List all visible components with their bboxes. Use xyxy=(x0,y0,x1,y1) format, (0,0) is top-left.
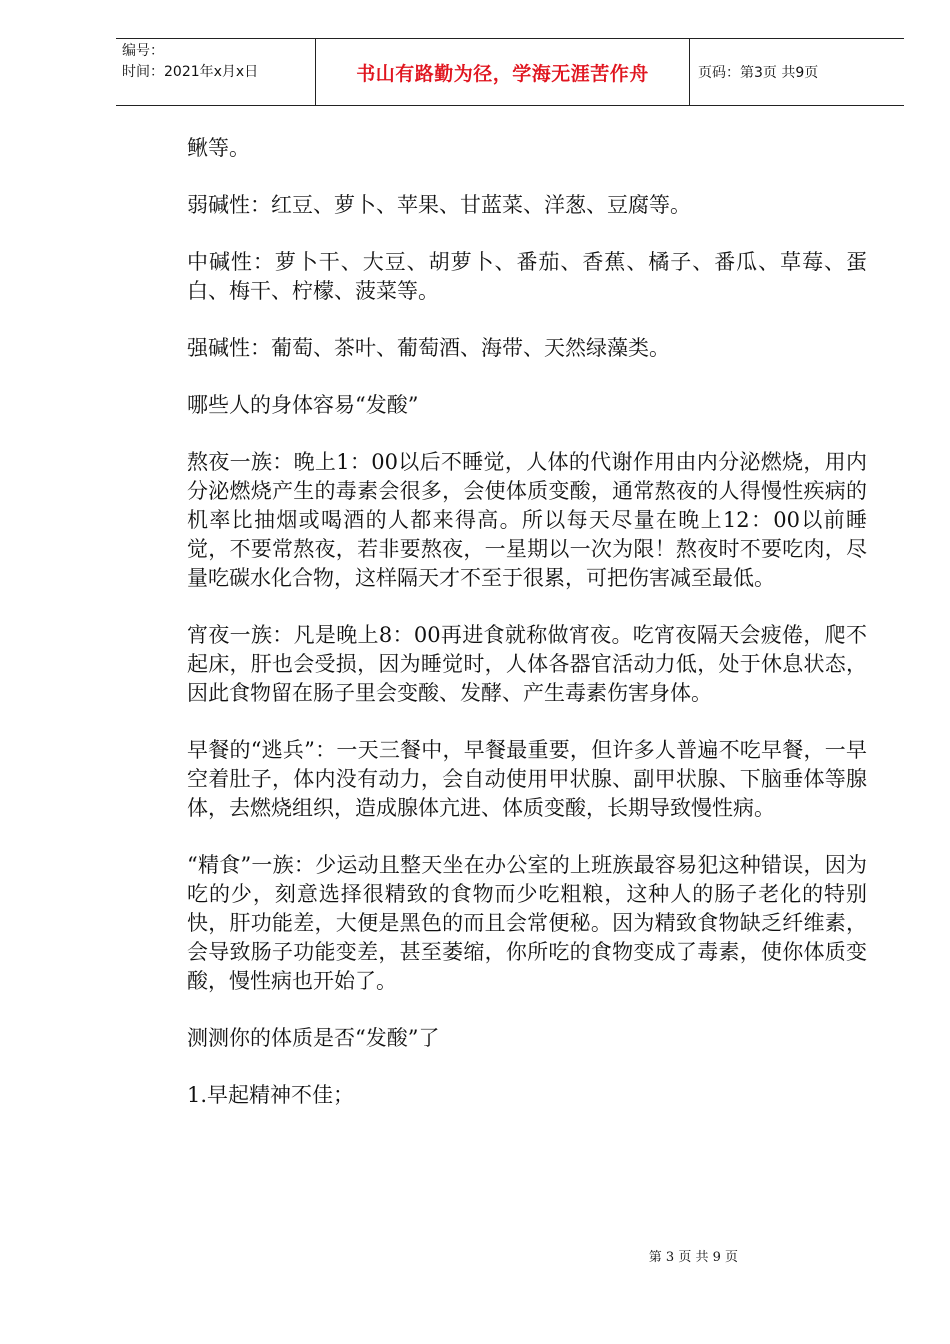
paragraph: 熬夜一族：晚上1：00以后不睡觉，人体的代谢作用由内分泌燃烧，用内分泌燃烧产生的毒素会很多，会使体质变酸，通常熬夜的人得慢性疾病的机率比抽烟或喝酒的人都来得高。所以每天尽量在晚上12：00以前睡觉，不要常熬夜，若非要熬夜，一星期以一次为限！熬夜时不要吃肉，尽量吃碳水化合物，这样隔天才不至于很累，可把伤害减至最低。 xyxy=(187,450,867,590)
page-footer xyxy=(0,1246,950,1265)
list-item: 1.早起精神不佳； xyxy=(187,1083,355,1107)
paragraph: 强碱性：葡萄、茶叶、葡萄酒、海带、天然绿藻类。 xyxy=(187,336,670,360)
section-heading: 哪些人的身体容易“发酸” xyxy=(187,393,419,417)
paragraph: 弱碱性：红豆、萝卜、苹果、甘蓝菜、洋葱、豆腐等。 xyxy=(187,193,691,217)
time-label: 时间：2021年x月x日 xyxy=(122,64,259,80)
header-motto: 书山有路勤为径，学海无涯苦作舟 xyxy=(316,39,690,105)
header-meta xyxy=(116,39,316,105)
paragraph: “精食”一族：少运动且整天坐在办公室的上班族最容易犯这种错误，因为吃的少，刻意选择很精致的食物而少吃粗粮，这种人的肠子老化的特别快，肝功能差，大便是黑色的而且会常便秘。因为精致食物缺乏纤维素，会导致肠子功能变差，甚至萎缩，你所吃的食物变成了毒素，使你体质变酸，慢性病也开始了。 xyxy=(187,853,867,993)
paragraph: 鳅等。 xyxy=(187,136,250,160)
page-header xyxy=(116,38,904,106)
section-heading: 测测你的体质是否“发酸”了 xyxy=(187,1026,440,1050)
header-page-info: 页码：第3页 共9页 xyxy=(698,65,819,81)
paragraph: 早餐的“逃兵”：一天三餐中，早餐最重要，但许多人普遍不吃早餐，一早空着肚子，体内没有动力，会自动使用甲状腺、副甲状腺、下脑垂体等腺体，去燃烧组织，造成腺体亢进、体质变酸，长期导致慢性病。 xyxy=(187,738,867,820)
paragraph: 宵夜一族：凡是晚上8：00再进食就称做宵夜。吃宵夜隔天会疲倦，爬不起床，肝也会受损，因为睡觉时，人体各器官活动力低，处于休息状态，因此食物留在肠子里会变酸、发酵、产生毒素伤害身体。 xyxy=(187,623,867,705)
number-label: 编号： xyxy=(122,43,164,59)
document-body xyxy=(187,134,867,1138)
paragraph: 中碱性：萝卜干、大豆、胡萝卜、番茄、香蕉、橘子、番瓜、草莓、蛋白、梅干、柠檬、菠菜等。 xyxy=(187,250,867,303)
footer-page-number: 第 3 页 共 9 页 xyxy=(648,1250,738,1265)
